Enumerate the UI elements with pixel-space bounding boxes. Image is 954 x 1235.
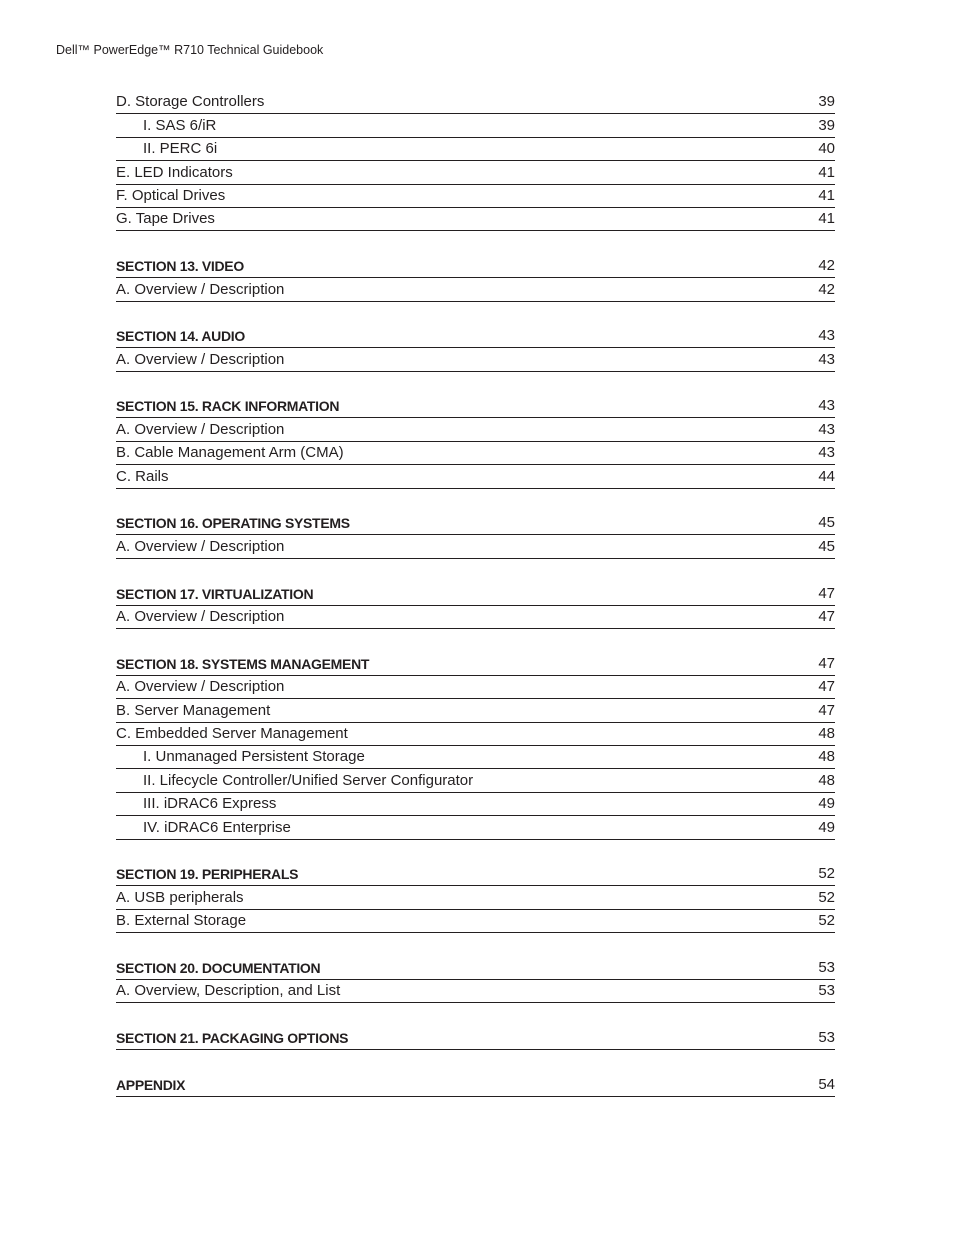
toc-entry-label: I. Unmanaged Persistent Storage xyxy=(143,748,365,766)
toc-page-number: 52 xyxy=(818,912,835,930)
toc-entry-label: B. Cable Management Arm (CMA) xyxy=(116,444,344,462)
toc-entry[interactable] xyxy=(116,442,835,465)
toc-entry[interactable] xyxy=(116,535,835,558)
toc-entry[interactable] xyxy=(116,769,835,792)
toc-section-heading[interactable] xyxy=(116,255,835,278)
toc-page-number: 45 xyxy=(818,537,835,555)
toc-entry-label: G. Tape Drives xyxy=(116,210,215,228)
toc-section-heading[interactable] xyxy=(116,1073,835,1096)
toc-entry-label: SECTION 19. PERIPHERALS xyxy=(116,866,299,883)
toc-page-number: 41 xyxy=(818,186,835,204)
toc-page-number: 39 xyxy=(818,116,835,134)
toc-entry-label: SECTION 17. VIRTUALIZATION xyxy=(116,585,314,602)
toc-section-heading[interactable] xyxy=(116,395,835,418)
toc-page-number: 54 xyxy=(818,1075,835,1093)
toc-section-heading[interactable] xyxy=(116,325,835,348)
toc-page-number: 47 xyxy=(818,701,835,719)
toc-entry[interactable] xyxy=(116,980,835,1003)
toc-page-number: 47 xyxy=(818,678,835,696)
toc-page-number: 40 xyxy=(818,140,835,158)
toc-page-number: 48 xyxy=(818,771,835,789)
toc-entry-label: SECTION 16. OPERATING SYSTEMS xyxy=(116,515,350,532)
running-header: Dell™ PowerEdge™ R710 Technical Guidebook xyxy=(56,43,324,57)
toc-page-number: 42 xyxy=(818,257,835,275)
toc-entry[interactable] xyxy=(116,418,835,441)
toc-entry-label: C. Embedded Server Management xyxy=(116,724,348,742)
toc-entry[interactable] xyxy=(116,699,835,722)
toc-entry[interactable] xyxy=(116,793,835,816)
toc-entry-label: D. Storage Controllers xyxy=(116,93,265,111)
toc-entry[interactable] xyxy=(116,606,835,629)
toc-entry[interactable] xyxy=(116,278,835,301)
toc-entry-label: III. iDRAC6 Express xyxy=(143,795,277,813)
toc-page-number: 52 xyxy=(818,888,835,906)
toc-section-heading[interactable] xyxy=(116,512,835,535)
toc-entry-label: II. Lifecycle Controller/Unified Server Configurator xyxy=(143,771,474,789)
toc-entry[interactable] xyxy=(116,138,835,161)
table-of-contents xyxy=(116,91,835,1097)
toc-entry-label: A. Overview, Description, and List xyxy=(116,982,341,1000)
toc-entry-label: E. LED Indicators xyxy=(116,163,233,181)
toc-entry[interactable] xyxy=(116,185,835,208)
toc-entry[interactable] xyxy=(116,910,835,933)
toc-page-number: 47 xyxy=(818,607,835,625)
toc-page-number: 41 xyxy=(818,210,835,228)
toc-page-number: 43 xyxy=(818,444,835,462)
toc-page-number: 53 xyxy=(818,982,835,1000)
toc-entry-label: A. Overview / Description xyxy=(116,280,285,298)
toc-page-number: 45 xyxy=(818,514,835,532)
toc-entry[interactable] xyxy=(116,886,835,909)
toc-entry[interactable] xyxy=(116,746,835,769)
toc-page-number: 48 xyxy=(818,724,835,742)
toc-entry-label: II. PERC 6i xyxy=(143,140,218,158)
toc-entry-label: I. SAS 6/iR xyxy=(143,116,217,134)
toc-entry-label: C. Rails xyxy=(116,467,169,485)
toc-entry-label: SECTION 20. DOCUMENTATION xyxy=(116,959,321,976)
toc-entry-label: SECTION 18. SYSTEMS MANAGEMENT xyxy=(116,655,370,672)
toc-page-number: 43 xyxy=(818,327,835,345)
toc-entry-label: B. External Storage xyxy=(116,912,247,930)
toc-page-number: 39 xyxy=(818,93,835,111)
toc-entry[interactable] xyxy=(116,114,835,137)
toc-entry-label: F. Optical Drives xyxy=(116,186,226,204)
toc-page-number: 43 xyxy=(818,397,835,415)
toc-page-number: 52 xyxy=(818,865,835,883)
toc-page-number: 53 xyxy=(818,1029,835,1047)
toc-page-number: 41 xyxy=(818,163,835,181)
toc-entry-label: SECTION 13. VIDEO xyxy=(116,258,244,275)
toc-entry-label: A. Overview / Description xyxy=(116,420,285,438)
toc-page-number: 44 xyxy=(818,467,835,485)
toc-page-number: 43 xyxy=(818,420,835,438)
toc-entry-label: APPENDIX xyxy=(116,1076,186,1093)
toc-entry[interactable] xyxy=(116,723,835,746)
toc-entry-label: A. Overview / Description xyxy=(116,678,285,696)
toc-section-heading[interactable] xyxy=(116,1027,835,1050)
toc-section-heading[interactable] xyxy=(116,863,835,886)
toc-page-number: 47 xyxy=(818,584,835,602)
toc-page-number: 49 xyxy=(818,795,835,813)
toc-section-heading[interactable] xyxy=(116,652,835,675)
toc-section-heading[interactable] xyxy=(116,956,835,979)
toc-entry-label: A. USB peripherals xyxy=(116,888,244,906)
toc-entry-label: B. Server Management xyxy=(116,701,271,719)
toc-page-number: 42 xyxy=(818,280,835,298)
toc-entry-label: SECTION 21. PACKAGING OPTIONS xyxy=(116,1030,349,1047)
toc-page-number: 48 xyxy=(818,748,835,766)
toc-page-number: 43 xyxy=(818,350,835,368)
toc-entry[interactable] xyxy=(116,465,835,488)
toc-entry-label: A. Overview / Description xyxy=(116,350,285,368)
toc-section-heading[interactable] xyxy=(116,582,835,605)
toc-entry[interactable] xyxy=(116,161,835,184)
toc-entry-label: A. Overview / Description xyxy=(116,537,285,555)
toc-entry-label: SECTION 15. RACK INFORMATION xyxy=(116,398,340,415)
toc-entry[interactable] xyxy=(116,676,835,699)
toc-entry-label: A. Overview / Description xyxy=(116,607,285,625)
toc-page-number: 53 xyxy=(818,958,835,976)
toc-page-number: 47 xyxy=(818,654,835,672)
toc-entry-label: IV. iDRAC6 Enterprise xyxy=(143,818,291,836)
toc-entry-label: SECTION 14. AUDIO xyxy=(116,328,245,345)
toc-entry[interactable] xyxy=(116,208,835,231)
toc-page-number: 49 xyxy=(818,818,835,836)
toc-entry[interactable] xyxy=(116,91,835,114)
toc-entry[interactable] xyxy=(116,348,835,371)
toc-entry[interactable] xyxy=(116,816,835,839)
